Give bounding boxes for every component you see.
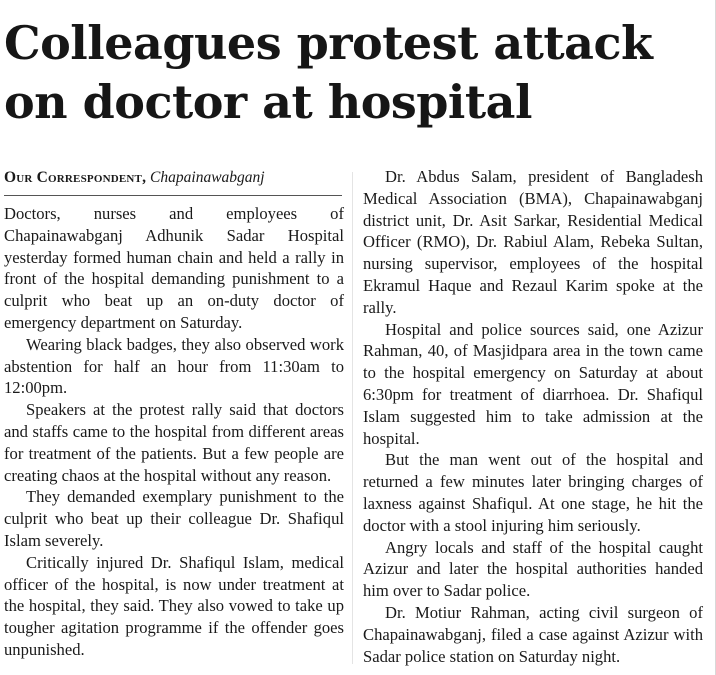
paragraph-7: Hospital and police sources said, one Azizur Rahman, 40, of Masjidpara area in the town came to the hospital emergency on Saturday at about 6:30pm for treatment of diarrhoea. Dr. Shafiqul Islam suggested him to take admission at the hospital. <box>363 319 703 448</box>
right-column <box>363 166 703 667</box>
paragraph-5: Critically injured Dr. Shafiqul Islam, medical officer of the hospital, is now under treatment at the hospital, they said. They also vowed to take up tougher agitation programme if the offender goes unpunished. <box>4 552 344 659</box>
byline <box>4 168 344 188</box>
byline-rule <box>4 195 342 196</box>
paragraph-2: Wearing black badges, they also observed work abstention for half an hour from 11:30am to 12:00pm. <box>4 334 344 398</box>
byline-role: Our Correspondent, <box>4 169 147 186</box>
paragraph-4: They demanded exemplary punishment to the culprit who beat up their colleague Dr. Shafiqul Islam severely. <box>4 487 344 550</box>
paragraph-1: Doctors, nurses and employees of Chapainawabganj Adhunik Sadar Hospital yesterday formed human chain and held a rally in front of the hospital demanding punishment to a culprit who beat up an on-duty doctor of emergency department on Saturday. <box>4 204 344 332</box>
paragraph-10: Dr. Motiur Rahman, acting civil surgeon of Chapainawabganj, filed a case against Azizur with Sadar police station on Saturday night. <box>363 602 703 666</box>
paragraph-3: Speakers at the protest rally said that doctors and staffs came to the hospital from different areas for treatment of the patients. But a few people are creating chaos at the hospital without any reason. <box>4 400 344 485</box>
paragraph-6: Dr. Abdus Salam, president of Bangladesh Medical Association (BMA), Chapainawabganj district unit, Dr. Asit Sarkar, Residential Medical Officer (RMO), Dr. Rabiul Alam, Rebeka Sultan, nursing supervisor, employees of the hospital Ekramul Haque and Rezaul Karim spoke at the rally. <box>363 167 703 317</box>
headline: Colleagues protest attack on doctor at hospital <box>4 16 653 129</box>
paragraph-9: Angry locals and staff of the hospital caught Azizur and later the hospital authorities handed him over to Sadar police. <box>363 537 703 601</box>
column-divider <box>352 172 353 664</box>
left-column <box>4 203 344 661</box>
paragraph-8: But the man went out of the hospital and returned a few minutes later bringing charges of laxness against Shafiqul. At one stage, he hit the doctor with a stool injuring him seriously. <box>363 450 703 535</box>
byline-place: Chapainawabganj <box>150 169 265 186</box>
